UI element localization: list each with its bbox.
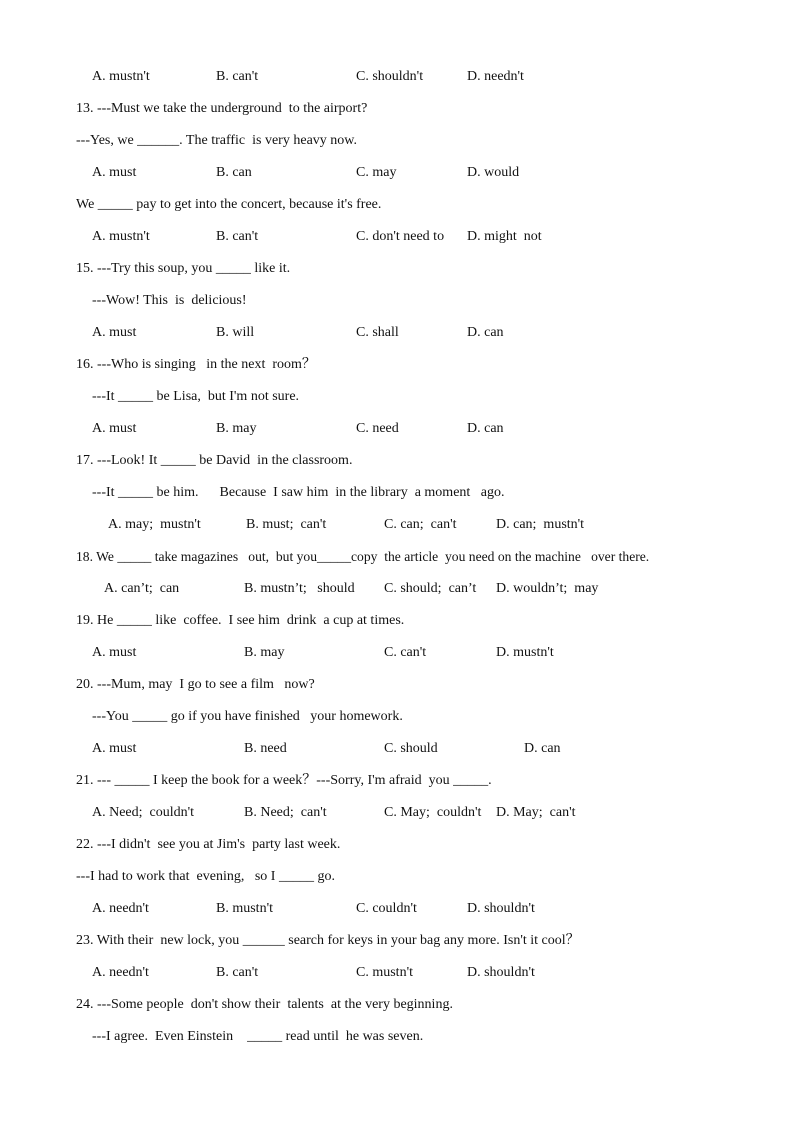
option-d: D. can (467, 325, 504, 340)
option-c: C. mustn't (356, 965, 413, 980)
option-b: B. may (244, 645, 285, 660)
option-d: D. needn't (467, 69, 524, 84)
question-stem: 22. ---I didn't see you at Jim's party last week. (76, 837, 341, 852)
question-reply: ---You _____ go if you have finished your homework. (92, 709, 403, 724)
question-stem: 13. ---Must we take the underground to the airport? (76, 101, 368, 116)
option-d: D. shouldn't (467, 901, 535, 916)
option-b: B. need (244, 741, 287, 756)
option-d: D. mustn't (496, 645, 554, 660)
option-b: B. mustn’t; should (244, 581, 355, 596)
option-b: B. may (216, 421, 257, 436)
question-reply: ---Yes, we ______. The traffic is very heavy now. (76, 133, 357, 148)
option-a: A. Need; couldn't (92, 805, 195, 820)
option-d: D. wouldn’t; may (496, 581, 599, 596)
option-d: D. might not (467, 229, 542, 244)
option-d: D. can; mustn't (496, 517, 585, 532)
option-c: C. shall (356, 325, 399, 340)
option-a: A. must (92, 741, 137, 756)
question-stem: 20. ---Mum, may I go to see a film now? (76, 677, 315, 692)
option-b: B. mustn't (216, 901, 273, 916)
option-a: A. may; mustn't (108, 517, 201, 532)
option-b: B. Need; can't (244, 805, 327, 820)
option-c: C. may (356, 165, 397, 180)
option-a: A. needn't (92, 901, 149, 916)
option-b: B. can't (216, 229, 259, 244)
option-a: A. needn't (92, 965, 149, 980)
option-c: C. can't (384, 645, 427, 660)
question-stem: 15. ---Try this soup, you _____ like it. (76, 261, 291, 276)
option-a: A. must (92, 325, 137, 340)
option-c: C. don't need to (356, 229, 445, 244)
option-c: C. couldn't (356, 901, 417, 916)
option-d: D. would (467, 165, 520, 180)
question-reply: ---I had to work that evening, so I _____ go. (76, 869, 335, 884)
option-c: C. need (356, 421, 399, 436)
question-stem: 21. --- _____ I keep the book for a week？---Sorry, I'm afraid you _____. (76, 773, 492, 788)
question-stem: 17. ---Look! It _____ be David in the classroom. (76, 453, 353, 468)
option-a: A. must (92, 645, 137, 660)
question-stem: 23. With their new lock, you ______ search for keys in your bag any more. Isn't it cool？ (76, 933, 580, 948)
question-reply: ---I agree. Even Einstein _____ read until he was seven. (92, 1029, 424, 1044)
option-d: D. May; can't (496, 805, 576, 820)
option-c: C. May; couldn't (384, 805, 482, 820)
option-d: D. shouldn't (467, 965, 535, 980)
option-b: B. can (216, 165, 252, 180)
question-reply: ---It _____ be him. Because I saw him in the library a moment ago. (92, 485, 505, 500)
option-c: C. can; can't (384, 517, 457, 532)
question-stem: We _____ pay to get into the concert, because it's free. (76, 197, 382, 212)
option-a: A. mustn't (92, 69, 150, 84)
option-c: C. shouldn't (356, 69, 424, 84)
option-b: B. must; can't (246, 517, 327, 532)
option-d: D. can (467, 421, 504, 436)
option-a: A. mustn't (92, 229, 150, 244)
option-b: B. can't (216, 69, 259, 84)
option-b: B. can't (216, 965, 259, 980)
option-b: B. will (216, 325, 255, 340)
option-a: A. must (92, 165, 137, 180)
option-a: A. must (92, 421, 137, 436)
question-stem: 19. He _____ like coffee. I see him drink a cup at times. (76, 613, 405, 628)
option-d: D. can (524, 741, 561, 756)
question-reply: ---Wow! This is delicious! (92, 293, 247, 308)
question-stem: 24. ---Some people don't show their talents at the very beginning. (76, 997, 453, 1012)
option-c: C. should; can’t (384, 581, 477, 596)
option-c: C. should (384, 741, 438, 756)
option-a: A. can’t; can (104, 581, 180, 596)
question-stem: 16. ---Who is singing in the next room？ (76, 357, 316, 372)
question-stem: 18. We _____ take magazines out, but you_____copy the article you need on the machine over there. (76, 549, 650, 564)
question-reply: ---It _____ be Lisa, but I'm not sure. (92, 389, 300, 404)
